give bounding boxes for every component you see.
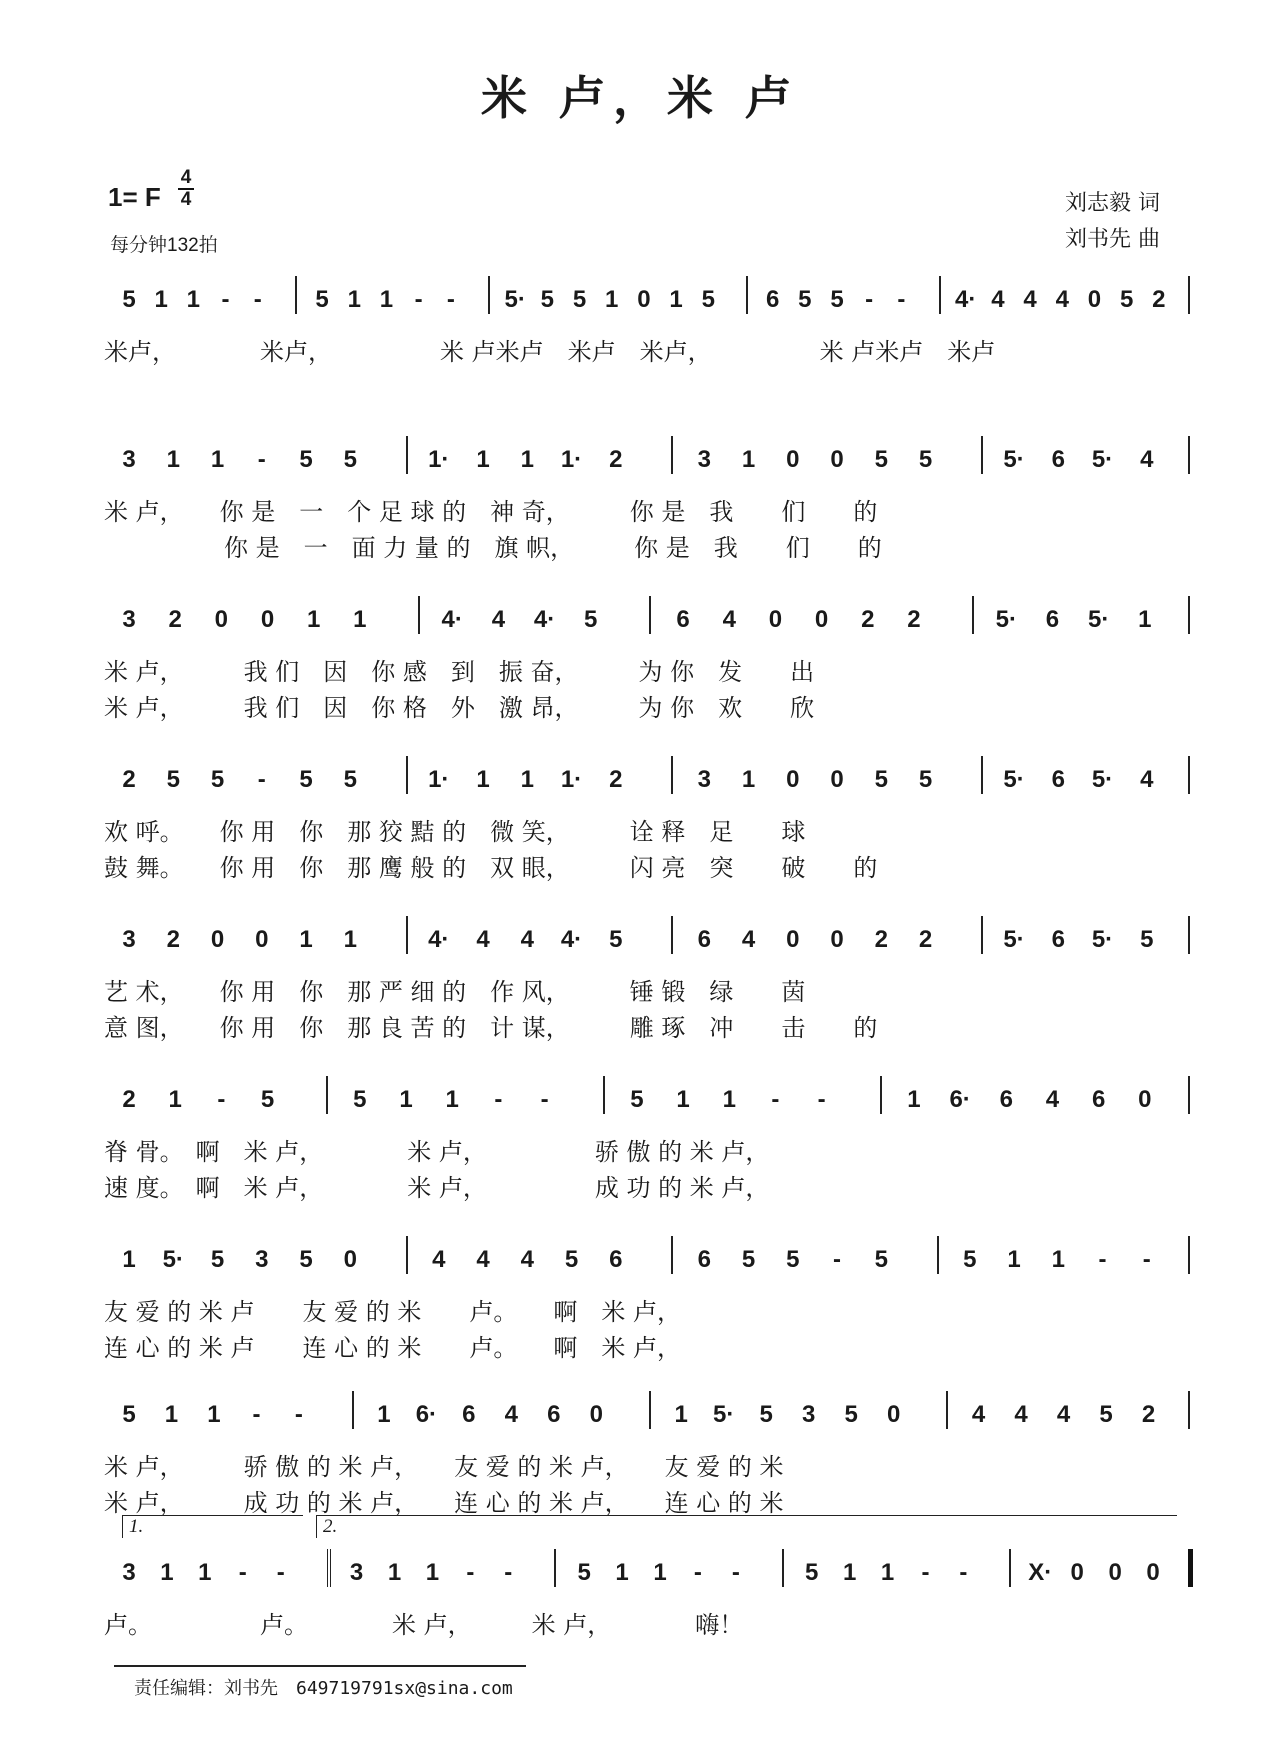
note: 2 [861,606,875,633]
note: 4 [504,1401,518,1428]
note: 0 [1070,1559,1084,1586]
note: 5 [609,926,623,953]
tempo-marking: 每分钟132拍 [110,235,218,256]
note: 1 [198,1559,212,1586]
note: 0 [786,926,800,953]
note: 2 [1141,1401,1156,1428]
note: 1 [476,446,490,473]
barline [1188,916,1190,954]
note: 5 [343,446,357,473]
note: 4 [1055,286,1069,313]
note: 1 [210,446,225,473]
note: 5· [162,1246,184,1273]
note: 5 [630,1086,644,1113]
note: 1 [676,1086,690,1113]
volta-1-label: 1. [129,1516,144,1537]
notation-line [0,592,1280,652]
note: 5 [1119,286,1134,313]
note: 5 [122,286,136,313]
note: 0 [830,446,844,473]
note: 5 [798,286,812,313]
note: 4· [560,926,583,953]
note: 5 [577,1559,591,1586]
note: 1 [166,446,180,473]
note: 4 [1140,766,1154,793]
note: - [817,1086,826,1113]
footer-divider [114,1665,526,1667]
note: 2 [122,766,136,793]
note: 4· [955,286,977,313]
note: 0 [830,926,844,953]
note: 4· [428,926,450,953]
note: 5 [874,766,888,793]
note: 5 [564,1246,579,1273]
note: 1 [615,1559,629,1586]
note: 4 [476,1246,490,1273]
barline [326,1076,328,1114]
notation-line [0,272,1280,332]
note: 2 [1152,286,1166,313]
note: 1 [842,1559,857,1586]
note: X· [1028,1559,1053,1586]
barline [937,1236,939,1274]
note: 4 [1014,1401,1028,1428]
note: 5 [343,766,357,793]
note: 1 [347,286,361,313]
note: - [221,286,230,313]
note: - [771,1086,780,1113]
notation-line [0,432,1280,492]
note: 1 [207,1401,221,1428]
barline [671,436,673,474]
note: 1· [428,446,450,473]
note: 1· [560,766,583,793]
note: 1 [387,1559,402,1586]
note: 0 [1087,286,1102,313]
note: 3 [801,1401,816,1428]
note: 1 [186,286,201,313]
note: 1 [154,286,168,313]
note: 6 [1051,766,1065,793]
note: 4· [441,606,463,633]
note: 0 [589,1401,603,1428]
song-title: 米 卢，米 卢 [480,71,800,125]
note: 3 [349,1559,364,1586]
note: 1 [653,1559,667,1586]
note: 2 [122,1086,136,1113]
barline [406,756,408,794]
note: 4 [491,606,506,633]
barline [746,276,748,314]
note: 2 [918,926,933,953]
note: 5 [299,446,313,473]
note: - [238,1559,247,1586]
lyric-line: 速 度。 啊 米 卢， 米 卢， 成 功 的 米 卢， [104,1174,770,1202]
note: 5· [713,1401,735,1428]
note: 5 [572,286,587,313]
note: 4 [1023,286,1037,313]
note: 0 [814,606,829,633]
note: 5· [1003,766,1025,793]
note: 5 [874,446,888,473]
note: 5 [844,1401,858,1428]
note: 5 [210,1246,225,1273]
note: 2 [874,926,888,953]
note: 3 [122,1559,136,1586]
note: 1 [353,606,367,633]
note: 4 [1045,1086,1060,1113]
note: 1 [399,1086,413,1113]
note: 2 [166,926,180,953]
note: 6 [1091,1086,1106,1113]
note: - [466,1559,475,1586]
lyric-line: 卢。 卢。 米 卢， 米 卢， 嗨！ [104,1611,744,1639]
note: 1 [605,286,619,313]
note: - [446,286,455,313]
note: - [217,1086,226,1113]
barline [1188,596,1190,634]
note: 6 [999,1086,1013,1113]
note: 5· [1087,606,1110,633]
note: - [257,446,266,473]
note: 6 [1051,926,1065,953]
note: 1 [299,926,313,953]
barline [880,1076,882,1114]
key-signature: 1= F [108,182,161,212]
note: 0 [768,606,783,633]
lyric-line: 米 卢， 我 们 因 你 感 到 振 奋， 为 你 发 出 [104,658,815,686]
note: 3 [697,446,711,473]
note: - [253,286,262,313]
lyric-line: 欢 呼。 你 用 你 那 狡 黠 的 微 笑， 诠 释 足 球 [104,818,806,846]
note: 0 [255,926,269,953]
note: 4 [432,1246,446,1273]
note: 4 [1056,1401,1071,1428]
barline [782,1549,784,1587]
note: 3 [697,766,711,793]
note: 5 [299,766,313,793]
note: 2 [609,766,623,793]
barline [981,756,983,794]
note: 5 [874,1246,888,1273]
note: 5 [122,1401,136,1428]
lyric-line: 连 心 的 米 卢 连 心 的 米 卢。 啊 米 卢， [104,1334,682,1362]
note: 2 [168,606,182,633]
note: 0 [343,1246,357,1273]
barline [406,1236,408,1274]
barline [939,276,941,314]
lyric-line: 你 是 一 面 力 量 的 旗 帜， 你 是 我 们 的 [104,534,882,562]
barline [671,916,673,954]
note: 5 [786,1246,800,1273]
barline [295,276,297,314]
note: 5 [918,446,933,473]
note: 1· [428,766,450,793]
note: 5· [1003,446,1025,473]
note: 1 [1051,1246,1065,1273]
barline [406,916,408,954]
note: 4 [476,926,490,953]
note: 5 [701,286,715,313]
notation-line [0,912,1280,972]
notation-line [0,1232,1280,1292]
note: - [1142,1246,1151,1273]
note: 1 [168,1086,182,1113]
barline [418,596,420,634]
volta-1 [122,1515,303,1538]
note: 6 [697,926,711,953]
note: 4 [991,286,1005,313]
note: 0 [210,926,225,953]
lyric-line: 米 卢， 骄 傲 的 米 卢， 友 爱 的 米 卢， 友 爱 的 米 [104,1453,784,1481]
note: 4 [520,926,534,953]
note: 1 [1138,606,1152,633]
barline [972,596,974,634]
lyric-line: 米 卢， 成 功 的 米 卢， 连 心 的 米 卢， 连 心 的 米 [104,1489,784,1517]
note: - [833,1246,841,1273]
note: 0 [1146,1559,1160,1586]
note: 1 [343,926,357,953]
note: 1 [122,1246,136,1273]
note: - [959,1559,968,1586]
note: - [1098,1246,1107,1273]
note: 3 [122,606,136,633]
note: 5 [741,1246,756,1273]
note: 1 [425,1559,440,1586]
note: 0 [637,286,651,313]
note: 2 [609,446,623,473]
note: 6· [949,1086,971,1113]
note: 1 [722,1086,736,1113]
note: 6 [676,606,690,633]
lyric-line: 脊 骨。 啊 米 卢， 米 卢， 骄 傲 的 米 卢， [104,1138,770,1166]
note: 5 [540,286,555,313]
note: 5 [963,1246,977,1273]
barline [352,1391,354,1429]
note: 0 [886,1401,901,1428]
note: 6 [609,1246,623,1273]
barline [1188,1076,1190,1114]
note: 5· [1091,446,1114,473]
note: - [921,1559,930,1586]
note: 5· [995,606,1017,633]
note: - [540,1086,549,1113]
note: 4· [533,606,556,633]
note: 1· [560,446,583,473]
note: 0 [786,446,800,473]
note: 5 [1099,1401,1113,1428]
note: 5 [260,1086,275,1113]
note: 1 [160,1559,174,1586]
note: 5 [299,1246,313,1273]
note: - [897,286,906,313]
note: - [414,286,423,313]
note: 1 [669,286,683,313]
note: 4 [520,1246,534,1273]
note: - [504,1559,513,1586]
note: 1 [880,1559,895,1586]
barline [671,756,673,794]
notation-line [0,752,1280,812]
lyric-line: 艺 术， 你 用 你 那 严 细 的 作 风， 锤 锻 绿 茵 [104,978,806,1006]
note: 5 [210,766,225,793]
note: 1 [445,1086,459,1113]
barline [603,1076,605,1114]
note: 1 [520,766,534,793]
lyric-line: 米 卢， 你 是 一 个 足 球 的 神 奇， 你 是 我 们 的 [104,498,878,526]
note: - [252,1401,261,1428]
note: 6 [1045,606,1060,633]
note: 4 [1140,446,1154,473]
composer-credit: 刘书先 曲 [1065,227,1160,252]
note: 4 [741,926,756,953]
note: 0 [214,606,229,633]
notation-line [0,1545,1280,1605]
notation-line [0,1072,1280,1132]
barline [554,1549,556,1587]
note: 1 [377,1401,391,1428]
note: 6 [697,1246,711,1273]
note: 3 [122,446,136,473]
note: 1 [520,446,534,473]
editor-credit: 责任编辑：刘书先 649719791sx@sina.com [134,1678,513,1699]
note: 5 [353,1086,367,1113]
note: 0 [1138,1086,1152,1113]
note: 6 [547,1401,561,1428]
barline [1188,436,1190,474]
note: 5 [759,1401,773,1428]
note: - [294,1401,303,1428]
barline [671,1236,673,1274]
note: 0 [830,766,844,793]
note: 0 [260,606,275,633]
note: 5· [1091,766,1114,793]
note: 1 [307,606,321,633]
note: 1 [674,1401,688,1428]
note: 1 [164,1401,179,1428]
note: 5 [805,1559,819,1586]
barline [1188,1236,1190,1274]
note: 4 [971,1401,986,1428]
note: 5 [1140,926,1154,953]
lyric-line: 友 爱 的 米 卢 友 爱 的 米 卢。 啊 米 卢， [104,1298,682,1326]
volta-2 [316,1515,1177,1538]
note: 1 [1007,1246,1021,1273]
note: 5 [584,606,598,633]
note: - [693,1559,702,1586]
note: 5 [166,766,180,793]
note: - [494,1086,503,1113]
barline [649,1391,651,1429]
barline [1188,756,1190,794]
repeat-barline [327,1549,331,1587]
barline [1009,1549,1011,1587]
note: 5 [918,766,933,793]
note: 1 [741,446,756,473]
note: - [257,766,266,793]
note: 6 [462,1401,476,1428]
barline [1188,1549,1193,1587]
note: 3 [255,1246,269,1273]
note: - [865,286,874,313]
note: - [276,1559,285,1586]
note: 5 [315,286,329,313]
volta-2-label: 2. [323,1516,338,1537]
meter-bottom: 4 [180,189,192,210]
barline [488,276,490,314]
lyricist-credit: 刘志毅 词 [1065,191,1160,216]
barline [946,1391,948,1429]
barline [649,596,651,634]
note: 1 [379,286,394,313]
note: 5· [1003,926,1025,953]
barline [1188,1391,1190,1429]
notation-line [0,1387,1280,1447]
note: 2 [907,606,921,633]
note: 5· [504,286,526,313]
note: 5· [1091,926,1114,953]
note: 6 [765,286,780,313]
note: - [731,1559,740,1586]
barline [981,436,983,474]
note: 6· [415,1401,438,1428]
barline [981,916,983,954]
lyric-line: 意 图， 你 用 你 那 良 苦 的 计 谋， 雕 琢 冲 击 的 [104,1014,878,1042]
note: 0 [1108,1559,1122,1586]
meter-top: 4 [180,167,192,188]
lyric-line: 米卢， 米卢， 米 卢米卢 米卢 米卢， 米 卢米卢 米卢 [104,338,996,366]
note: 3 [122,926,136,953]
note: 1 [476,766,490,793]
barline [1188,276,1190,314]
time-signature [178,168,194,210]
note: 1 [907,1086,921,1113]
note: 6 [1051,446,1065,473]
note: 5 [830,286,844,313]
barline [406,436,408,474]
note: 1 [741,766,756,793]
lyric-line: 鼓 舞。 你 用 你 那 鹰 般 的 双 眼， 闪 亮 突 破 的 [104,854,878,882]
note: 4 [722,606,736,633]
note: 0 [786,766,800,793]
lyric-line: 米 卢， 我 们 因 你 格 外 激 昂， 为 你 欢 欣 [104,694,815,722]
